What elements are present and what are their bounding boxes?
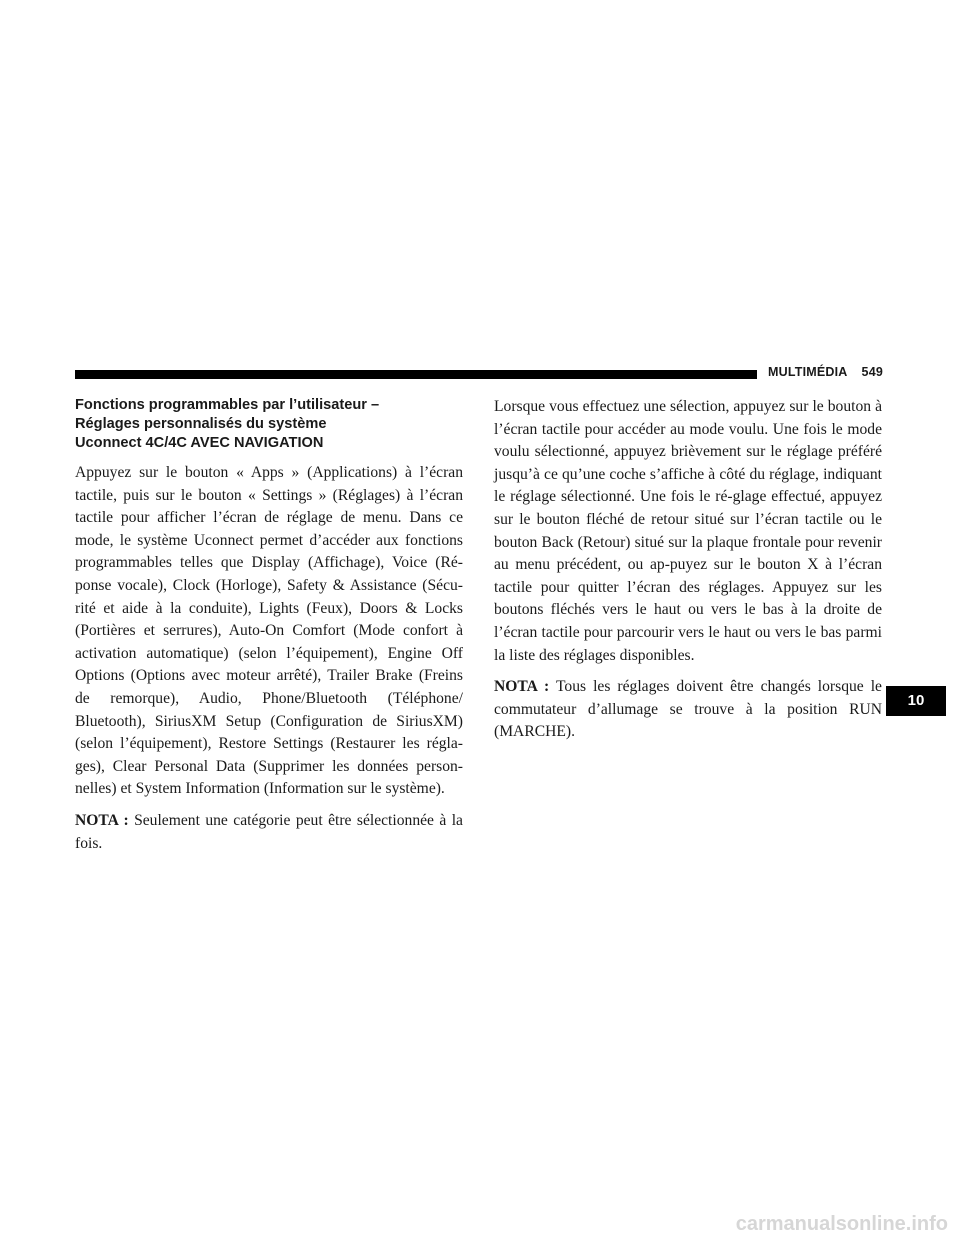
- section-name: MULTIMÉDIA: [768, 365, 848, 379]
- chapter-tab: 10: [886, 686, 946, 716]
- header-rule: [75, 370, 757, 379]
- note-label-2: NOTA :: [494, 678, 550, 696]
- heading-line-1: Fonctions programmables par l’utilisateur –: [75, 397, 380, 413]
- note-label: NOTA :: [75, 811, 129, 829]
- note-text-2: Tous les réglages doivent être changés lorsque le commutateur d’allumage se trouve à la position RUN (MARCHE).: [494, 678, 882, 741]
- intro-paragraph: Appuyez sur le bouton « Apps » (Applications) à l’écran tactile, puis sur le bouton « Settings » (Réglages) à l’écran tactile pour afficher l’écran de réglage de menu. Dans ce mode, le système Uconnect permet d’accéder aux fonctions programmables telles que Display (Affichage), Voice (Ré-ponse vocale), Clock (Horloge), Safety & Assistance (Sécu-rité et aide à la conduite), Lights (Feux), Doors & Locks (Portières et serrures), Auto-On Comfort (Mode confort à activation automatique) (selon l’équipement), Engine Off Options (Options avec moteur arrêté), Trailer Brake (Freins de remorque), Audio, Phone/Bluetooth (Téléphone/ Bluetooth), SiriusXM Setup (Configuration de SiriusXM) (selon l’équipement), Restore Settings (Restaurer les régla-ges), Clear Personal Data (Supprimer les données person-nelles) et System Information (Information sur le système).: [75, 464, 463, 798]
- note-paragraph-2: [494, 676, 882, 744]
- selection-paragraph: Lorsque vous effectuez une sélection, appuyez sur le bouton à l’écran tactile pour accéder au mode voulu. Une fois le mode voulu sélectionné, appuyez brièvement sur le réglage préféré jusqu’à ce qu’une coche s’affiche à côté du réglage, indiquant le réglage sélectionné. Une fois le ré-glage effectué, appuyez sur le bouton fléché de retour situé sur l’écran tactile ou le bouton Back (Retour) situé sur la plaque frontale pour revenir au menu précédent, ou ap-puyez sur le bouton X à l’écran tactile pour quitter l’écran des réglages. Appuyez sur les boutons fléchés vers le haut ou vers le bas à la droite de l’écran tactile pour parcourir vers le haut ou vers le bas parmi la liste des réglages disponibles.: [494, 398, 882, 664]
- heading-line-2: Réglages personnalisés du système: [75, 416, 327, 432]
- note-text: Seulement une catégorie peut être sélectionnée à la fois.: [75, 811, 463, 852]
- page-number: 549: [861, 365, 884, 379]
- watermark: carmanualsonline.info: [735, 1213, 948, 1235]
- heading-line-3: Uconnect 4C/4C AVEC NAVIGATION: [75, 435, 324, 451]
- left-column: [75, 396, 463, 864]
- note-paragraph: [75, 810, 463, 855]
- right-column: [494, 396, 882, 753]
- running-header: [768, 365, 888, 379]
- section-heading: [75, 396, 463, 453]
